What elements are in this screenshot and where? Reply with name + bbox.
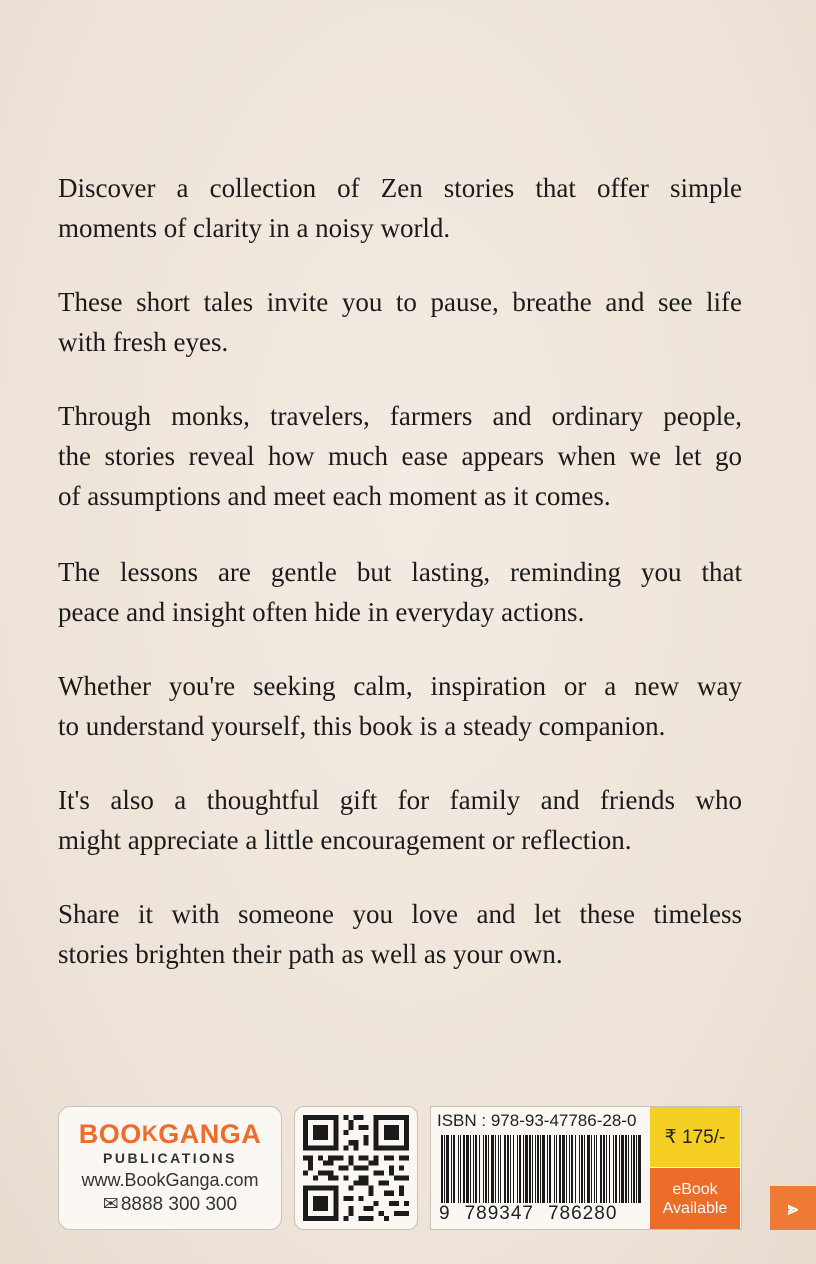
barcode-digits-last: 786280 xyxy=(547,1203,618,1224)
barcode-bar xyxy=(517,1135,518,1203)
qr-code-box xyxy=(294,1106,418,1230)
barcode-digits-mid: 789347 xyxy=(464,1203,534,1224)
publisher-subtitle: PUBLICATIONS xyxy=(103,1150,237,1166)
barcode-bar xyxy=(587,1135,590,1203)
ebook-badge xyxy=(650,1168,740,1229)
barcode-bar xyxy=(540,1135,541,1203)
price-text: ₹ 175/- xyxy=(664,1126,726,1148)
logo-mark-icon: K xyxy=(141,1121,159,1146)
barcode-bar xyxy=(537,1135,539,1203)
barcode-bar xyxy=(523,1135,524,1203)
blurb-paragraph-3 xyxy=(58,396,742,516)
blurb-line: stories brighten their path as well as your own. xyxy=(58,939,563,969)
barcode-bar xyxy=(625,1135,627,1203)
barcode-bar xyxy=(513,1135,514,1203)
barcode-digits xyxy=(439,1203,631,1225)
barcode-bar xyxy=(615,1135,617,1203)
barcode-bar xyxy=(596,1135,597,1203)
barcode-bar xyxy=(638,1135,641,1203)
ebook-line-1: eBook xyxy=(672,1180,718,1198)
barcode-bar xyxy=(451,1135,452,1203)
barcode-bar xyxy=(529,1135,531,1203)
barcode-bar xyxy=(621,1135,624,1203)
barcode-bar xyxy=(491,1135,494,1203)
blurb-paragraph-1 xyxy=(58,168,742,248)
price-badge xyxy=(650,1107,740,1167)
corner-tab xyxy=(770,1186,816,1230)
barcode-bar xyxy=(463,1135,465,1203)
ebook-line-2: Available xyxy=(662,1199,728,1217)
blurb-line: It's also a thoughtful gift for family and friends who xyxy=(58,785,742,815)
barcode-bar xyxy=(581,1135,583,1203)
blurb-line: Through monks, travelers, farmers and ordinary people, xyxy=(58,401,742,431)
blurb-line: might appreciate a little encouragement or reflection. xyxy=(58,825,632,855)
barcode-bar xyxy=(579,1135,580,1203)
barcode-bar xyxy=(566,1135,567,1203)
publisher-url: www.BookGanga.com xyxy=(81,1170,259,1190)
blurb-line: Whether you're seeking calm, inspiration or a new way xyxy=(58,671,742,701)
barcode-bar xyxy=(466,1135,469,1203)
barcode-bar xyxy=(488,1135,489,1203)
barcode-bar xyxy=(594,1135,595,1203)
barcode-bar xyxy=(525,1135,528,1203)
barcode-bar xyxy=(532,1135,533,1203)
blurb-line: These short tales invite you to pause, breathe and see life xyxy=(58,287,742,317)
phone-icon: ✉ xyxy=(102,1194,119,1215)
barcode-bar xyxy=(547,1135,548,1203)
blurb-line: of assumptions and meet each moment as it comes. xyxy=(58,481,611,511)
blurb-line: Share it with someone you love and let these timeless xyxy=(58,899,742,929)
barcode-bar xyxy=(554,1135,555,1203)
barcode-bar xyxy=(606,1135,607,1203)
barcode-bar xyxy=(510,1135,511,1203)
barcode-bar xyxy=(483,1135,484,1203)
blurb-paragraph-5 xyxy=(58,666,742,746)
barcode-bar xyxy=(636,1135,637,1203)
barcode-bar xyxy=(519,1135,521,1203)
barcode-bar xyxy=(485,1135,487,1203)
barcode-bar xyxy=(475,1135,477,1203)
isbn-label: ISBN : 978-93-47786-28-0 xyxy=(437,1111,637,1130)
barcode-bar xyxy=(562,1135,565,1203)
logo-text-right: GANGA xyxy=(158,1119,262,1149)
barcode-bar xyxy=(591,1135,592,1203)
bookganga-k-icon: ⪢ xyxy=(787,1197,799,1218)
barcode-bar xyxy=(575,1135,576,1203)
barcode-bar xyxy=(458,1135,459,1203)
barcode-bar xyxy=(473,1135,474,1203)
barcode-bar xyxy=(542,1135,545,1203)
barcode-bar xyxy=(613,1135,614,1203)
barcode-bar xyxy=(619,1135,620,1203)
blurb-paragraph-2 xyxy=(58,282,742,362)
blurb-line: with fresh eyes. xyxy=(58,327,229,357)
barcode-bar xyxy=(460,1135,461,1203)
barcode-bar xyxy=(470,1135,471,1203)
barcode-bar xyxy=(549,1135,551,1203)
barcode-bar xyxy=(571,1135,573,1203)
barcode-bar xyxy=(600,1135,602,1203)
barcode-bar xyxy=(498,1135,499,1203)
barcode-bar xyxy=(628,1135,629,1203)
publisher-box xyxy=(58,1106,282,1230)
barcode-bar xyxy=(453,1135,455,1203)
isbn-box xyxy=(430,1106,742,1230)
barcode-bar xyxy=(444,1135,445,1203)
barcode-bar xyxy=(633,1135,635,1203)
publisher-phone xyxy=(59,1193,281,1216)
blurb-line: the stories reveal how much ease appears when we let go xyxy=(58,441,742,471)
qr-code-icon xyxy=(303,1115,409,1221)
blurb-paragraph-6 xyxy=(58,780,742,860)
barcode-bar xyxy=(504,1135,506,1203)
barcode-bar xyxy=(507,1135,509,1203)
barcode-bar xyxy=(535,1135,536,1203)
blurb-paragraph-7 xyxy=(58,894,742,974)
barcode-digit-first: 9 xyxy=(439,1203,451,1224)
barcode-icon xyxy=(441,1135,641,1203)
blurb-line: moments of clarity in a noisy world. xyxy=(58,213,451,243)
blurb-paragraph-4 xyxy=(58,552,742,632)
publisher-logo xyxy=(59,1119,281,1150)
barcode-bar xyxy=(569,1135,570,1203)
barcode-bar xyxy=(479,1135,480,1203)
blurb-line: to understand yourself, this book is a steady companion. xyxy=(58,711,666,741)
barcode-bar xyxy=(609,1135,610,1203)
blurb-line: peace and insight often hide in everyday actions. xyxy=(58,597,585,627)
barcode-bar xyxy=(500,1135,501,1203)
barcode-bar xyxy=(495,1135,496,1203)
blurb-line: The lessons are gentle but lasting, reminding you that xyxy=(58,557,742,587)
barcode-bar xyxy=(441,1135,443,1203)
blurb-line: Discover a collection of Zen stories that offer simple xyxy=(58,173,742,203)
barcode-bar xyxy=(559,1135,561,1203)
phone-number: 8888 300 300 xyxy=(120,1194,238,1215)
barcode-bar xyxy=(556,1135,557,1203)
logo-text-left: BOO xyxy=(78,1119,142,1149)
barcode-bar xyxy=(446,1135,449,1203)
barcode-bar xyxy=(631,1135,632,1203)
barcode-bar xyxy=(584,1135,585,1203)
barcode-bar xyxy=(603,1135,605,1203)
